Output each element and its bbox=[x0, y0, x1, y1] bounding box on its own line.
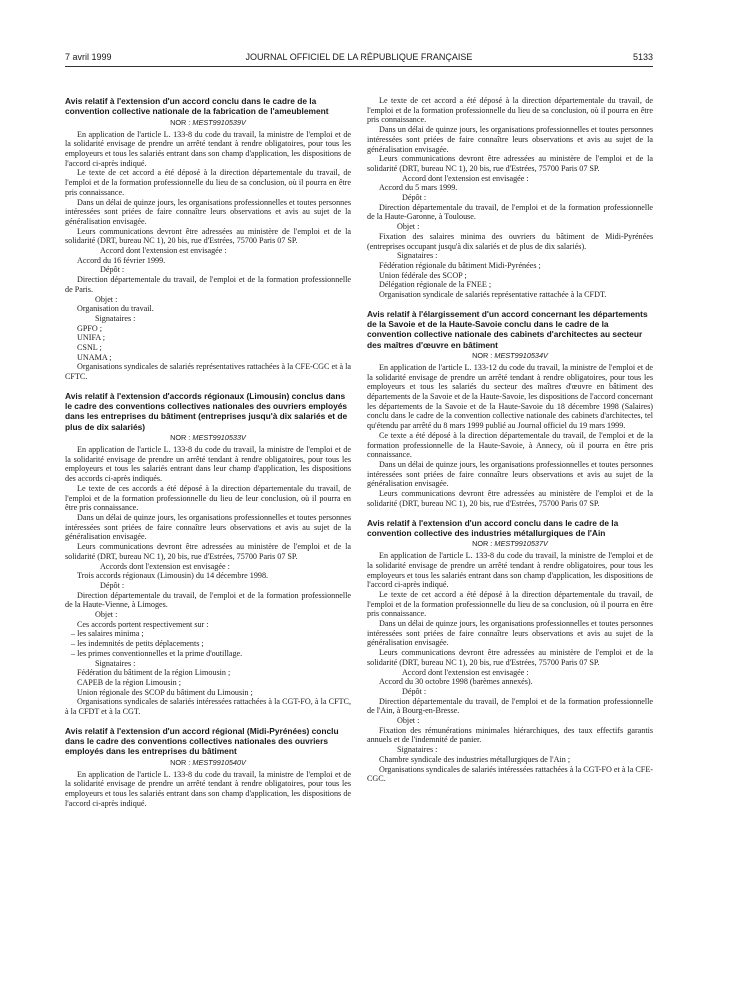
paragraph: Le texte de cet accord a été déposé à la direction départementale du travail, de l'emploi et de la formation professionnelle du lieu de sa conclusion, où il pourra en être pris connaissance. bbox=[367, 96, 653, 125]
objet-label: Objet : bbox=[397, 716, 420, 726]
accord-label: Accord dont l'extension est envisagée : bbox=[402, 667, 529, 677]
notice-title: Avis relatif à l'élargissement d'un accord concernant les départements de la Savoie et de la Haute-Savoie conclu dans le cadre de la convention collective nationale des cabinets d'architectes au secteur des maîtres d'œuvre en bâtiment bbox=[367, 308, 648, 350]
signatory: CSNL ; bbox=[77, 343, 102, 353]
notice-ameublement bbox=[65, 96, 351, 382]
signatory: GPFO ; bbox=[77, 323, 103, 333]
signatory: Chambre syndicale des industries métallurgiques de l'Ain ; bbox=[379, 754, 571, 764]
depot-label: Dépôt : bbox=[100, 580, 125, 590]
notice-title: Avis relatif à l'extension d'un accord conclu dans le cadre de la convention collective des industries métallurgiques de l'Ain bbox=[367, 517, 619, 538]
paragraph: Dans un délai de quinze jours, les organisations professionnelles et toutes personnes intéressées sont priées de faire connaître leurs observations et avis au sujet de la généralisation envisagée. bbox=[65, 197, 351, 226]
header-date: 7 avril 1999 bbox=[65, 52, 112, 62]
signatory: Union fédérale des SCOP ; bbox=[379, 270, 467, 280]
notice-title: Avis relatif à l'extension d'accords régionaux (Limousin) conclus dans le cadre des conventions collectives nationales des ouvriers employés dans les entreprises du bâtiment (entreprises jusqu'à dix salariés et de plus de dix salariés) bbox=[65, 390, 348, 432]
objet-item: – les salaires minima ; bbox=[71, 629, 144, 639]
notice-metallurgie-ain bbox=[367, 518, 653, 784]
depot-label: Dépôt : bbox=[402, 686, 427, 696]
signatory: Organisation syndicale de salariés représentative rattachée à la CFDT. bbox=[379, 290, 607, 300]
objet-item: – les primes conventionnelles et la prime d'outillage. bbox=[71, 648, 243, 658]
nor-reference bbox=[367, 350, 653, 361]
signataires-label: Signataires : bbox=[95, 658, 136, 668]
accord-label: Accord dont l'extension est envisagée : bbox=[100, 246, 227, 256]
signataires-label: Signataires : bbox=[397, 745, 438, 755]
signatory: Fédération du bâtiment de la région Limousin ; bbox=[77, 668, 231, 678]
nor-label: NOR : bbox=[472, 539, 493, 549]
paragraph: Leurs communications devront être adressées au ministère de l'emploi et de la solidarité (DRT, bureau NC 1), 20 bis, rue d'Estrées, 75700 Paris 07 SP. bbox=[367, 154, 653, 173]
objet-label: Objet : bbox=[397, 222, 420, 232]
signatory: Organisations syndicales de salariés intéressées rattachées à la CGT-FO, à la CFTC, à la CFDT et à la CGT. bbox=[65, 697, 351, 717]
depot-label: Dépôt : bbox=[402, 193, 427, 203]
paragraph: Leurs communications devront être adressées au ministère de l'emploi et de la solidarité (DRT, bureau NC 1), 20 bis, rue d'Estrées, 75700 Paris 07 SP. bbox=[65, 226, 351, 246]
nor-code: MEST9910540V bbox=[192, 757, 246, 767]
depot-value: Direction départementale du travail, de l'emploi et de la formation professionnelle de la Haute-Vienne, à Limoges. bbox=[65, 590, 351, 610]
paragraph: Leurs communications devront être adressées au ministère de l'emploi et de la solidarité (DRT, bureau NC 1), 20 bis, rue d'Estrées, 75700 Paris 07 SP. bbox=[65, 542, 351, 561]
paragraph: Ce texte a été déposé à la direction départementale du travail, de l'emploi et de la formation professionnelle de la Haute-Savoie, à Annecy, où il pourra en être pris connaissance. bbox=[367, 430, 653, 460]
accord-label: Accord dont l'extension est envisagée : bbox=[402, 173, 529, 183]
objet-value: Organisation du travail. bbox=[77, 304, 154, 314]
objet-value: Fixation des rémunérations minimales hiérarchiques, des taux effectifs garantis annuels et de l'indemnité de panier. bbox=[367, 725, 653, 745]
objet-item: – les indemnités de petits déplacements ; bbox=[71, 639, 204, 649]
notice-limousin bbox=[65, 391, 351, 717]
nor-reference bbox=[65, 757, 351, 768]
paragraph: En application de l'article L. 133-8 du code du travail, la ministre de l'emploi et de la solidarité envisage de prendre un arrêté tendant à rendre obligatoires, pour tous les employeurs et tous les salariés entrant dans son champ d'application, les dispositions de l'accord ci-après indiqué. bbox=[65, 129, 351, 168]
nor-code: MEST9910533V bbox=[192, 433, 246, 443]
notice-title: Avis relatif à l'extension d'un accord régional (Midi-Pyrénées) conclu dans le cadre des conventions collectives nationales des ouvriers employés dans les entreprises du bâtiment bbox=[65, 725, 339, 757]
accord-value: Accord du 5 mars 1999. bbox=[379, 183, 458, 193]
header-rule bbox=[65, 66, 653, 67]
depot-value: Direction départementale du travail, de l'emploi et de la formation professionnelle de la Haute-Garonne, à Toulouse. bbox=[367, 202, 653, 222]
paragraph: Dans un délai de quinze jours, les organisations professionnelles et toutes personnes intéressées sont priées de faire connaître leurs observations et avis au sujet de la généralisation envisagée. bbox=[367, 125, 653, 154]
paragraph: Le texte de cet accord a été déposé à la direction départementale du travail, de l'emploi et de la formation professionnelle du lieu de sa conclusion, où il pourra en être pris connaissance. bbox=[65, 168, 351, 197]
paragraph: Le texte de cet accord a été déposé à la direction départementale du travail, de l'emploi et de la formation professionnelle du lieu de sa conclusion, où il pourra en être pris connaissance. bbox=[367, 589, 653, 619]
signatory: Fédération régionale du bâtiment Midi-Pyrénées ; bbox=[379, 260, 541, 270]
nor-code: MEST9910534V bbox=[494, 350, 548, 360]
nor-label: NOR : bbox=[170, 117, 191, 127]
nor-label: NOR : bbox=[472, 350, 493, 360]
nor-reference bbox=[65, 432, 351, 443]
right-column bbox=[367, 96, 653, 784]
nor-code: MEST9910537V bbox=[494, 539, 548, 549]
signatory: CAPEB de la région Limousin ; bbox=[77, 677, 182, 687]
nor-label: NOR : bbox=[170, 757, 191, 767]
page-number: 5133 bbox=[632, 52, 653, 62]
signatory: Union régionale des SCOP du bâtiment du Limousin ; bbox=[77, 687, 253, 697]
depot-value: Direction départementale du travail, de l'emploi et de la formation professionnelle de Paris. bbox=[65, 275, 351, 294]
nor-code: MEST9910539V bbox=[192, 117, 246, 127]
paragraph: En application de l'article L. 133-12 du code du travail, la ministre de l'emploi et de la solidarité envisage de prendre un arrêté tendant à rendre obligatoires, pour tous les employeurs et tous les salariés du secteur des maîtres d'œuvre en bâtiment des départements de la Savoie et de la Haute-Savoie, les dispositions de l'accord concernant les départements de la Savoie et de la Haute-Savoie du 18 décembre 1998 (Salaires) conclu dans le cadre de la convention collective nationale des cabinets d'architectes, tel qu'étendu par arrêté du 8 mars 1999 publié au Journal officiel du 19 mars 1999. bbox=[367, 362, 653, 431]
depot-value: Direction départementale du travail, de l'emploi et de la formation professionnelle de l'Ain, à Bourg-en-Bresse. bbox=[367, 696, 653, 716]
paragraph: En application de l'article L. 133-8 du code du travail, la ministre de l'emploi et de la solidarité envisage de prendre un arrêté tendant à rendre obligatoires, pour tous les employeurs et tous les salariés entrant dans leur champ d'application, les dispositions des accords ci-après indiqués. bbox=[65, 445, 351, 484]
objet-value: Fixation des salaires minima des ouvriers du bâtiment de Midi-Pyrénées (entreprises occupant jusqu'à dix salariés et de plus de dix salariés). bbox=[367, 231, 653, 251]
accord-value: Accord du 30 octobre 1998 (barèmes annexés). bbox=[379, 677, 533, 687]
signatory: UNIFA ; bbox=[77, 333, 106, 343]
objet-label: Objet : bbox=[95, 294, 118, 304]
paragraph: Dans un délai de quinze jours, les organisations professionnelles et toutes personnes intéressées sont priées de faire connaître leurs observations et avis au sujet de la généralisation envisagée. bbox=[367, 619, 653, 648]
nor-label: NOR : bbox=[170, 433, 191, 443]
accord-value: Trois accords régionaux (Limousin) du 14 décembre 1998. bbox=[77, 571, 269, 581]
depot-label: Dépôt : bbox=[100, 265, 125, 275]
paragraph: Leurs communications devront être adressées au ministère de l'emploi et de la solidarité (DRT, bureau NC 1), 20 bis, rue d'Estrées, 75700 Paris 07 SP. bbox=[367, 648, 653, 667]
objet-value: Ces accords portent respectivement sur : bbox=[77, 619, 209, 629]
journal-title: JOURNAL OFFICIEL DE LA RÉPUBLIQUE FRANÇAISE bbox=[245, 52, 473, 62]
paragraph: Leurs communications devront être adressées au ministère de l'emploi et de la solidarité (DRT, bureau NC 1), 20 bis, rue d'Estrées, 75700 Paris 07 SP. bbox=[367, 489, 653, 508]
accord-value: Accord du 16 février 1999. bbox=[77, 255, 166, 265]
paragraph: Dans un délai de quinze jours, les organisations professionnelles et toutes personnes intéressées sont priées de faire connaître leurs observations et avis au sujet de la généralisation envisagée. bbox=[65, 512, 351, 542]
paragraph: En application de l'article L. 133-8 du code du travail, la ministre de l'emploi et de la solidarité envisage de prendre un arrêté tendant à rendre obligatoires, pour tous les employeurs et tous les salariés entrant dans son champ d'application, les dispositions de l'accord ci-après indiqué. bbox=[65, 769, 351, 808]
notice-midi-pyrenees bbox=[65, 726, 351, 809]
accord-label: Accords dont l'extension est envisagée : bbox=[100, 561, 230, 571]
notice-title: Avis relatif à l'extension d'un accord conclu dans le cadre de la convention collective nationale de la fabrication de l'ameublement bbox=[65, 96, 329, 117]
paragraph: En application de l'article L. 133-8 du code du travail, la ministre de l'emploi et de la solidarité envisage de prendre un arrêté tendant à rendre obligatoires, pour tous les employeurs et tous les salariés entrant dans son champ d'application, les dispositions de l'accord ci-après indiqué. bbox=[367, 551, 653, 590]
left-column bbox=[65, 96, 351, 808]
notice-savoie bbox=[367, 309, 653, 509]
paragraph: Dans un délai de quinze jours, les organisations professionnelles et toutes personnes intéressées sont priées de faire connaître leurs observations et avis au sujet de la généralisation envisagée. bbox=[367, 459, 653, 489]
signatory: Organisations syndicales de salariés représentatives rattachées à la CFE-CGC et à la CFTC. bbox=[65, 362, 351, 382]
signatory: UNAMA ; bbox=[77, 352, 112, 362]
signatory: Organisations syndicales de salariés intéressées rattachées à la CGT-FO et à la CFE-CGC. bbox=[367, 764, 653, 784]
signataires-label: Signataires : bbox=[397, 251, 438, 261]
objet-label: Objet : bbox=[95, 610, 118, 620]
nor-reference bbox=[367, 538, 653, 549]
paragraph: Le texte de ces accords a été déposé à la direction départementale du travail, de l'emploi et de la formation professionnelle du lieu de leur conclusion, où il pourra en être pris connaissance. bbox=[65, 483, 351, 513]
page-header bbox=[65, 52, 653, 66]
signataires-label: Signataires : bbox=[95, 313, 136, 323]
notice-midi-pyrenees-continued bbox=[367, 96, 653, 300]
nor-reference bbox=[65, 117, 351, 128]
signatory: Délégation régionale de la FNEE ; bbox=[379, 280, 492, 290]
